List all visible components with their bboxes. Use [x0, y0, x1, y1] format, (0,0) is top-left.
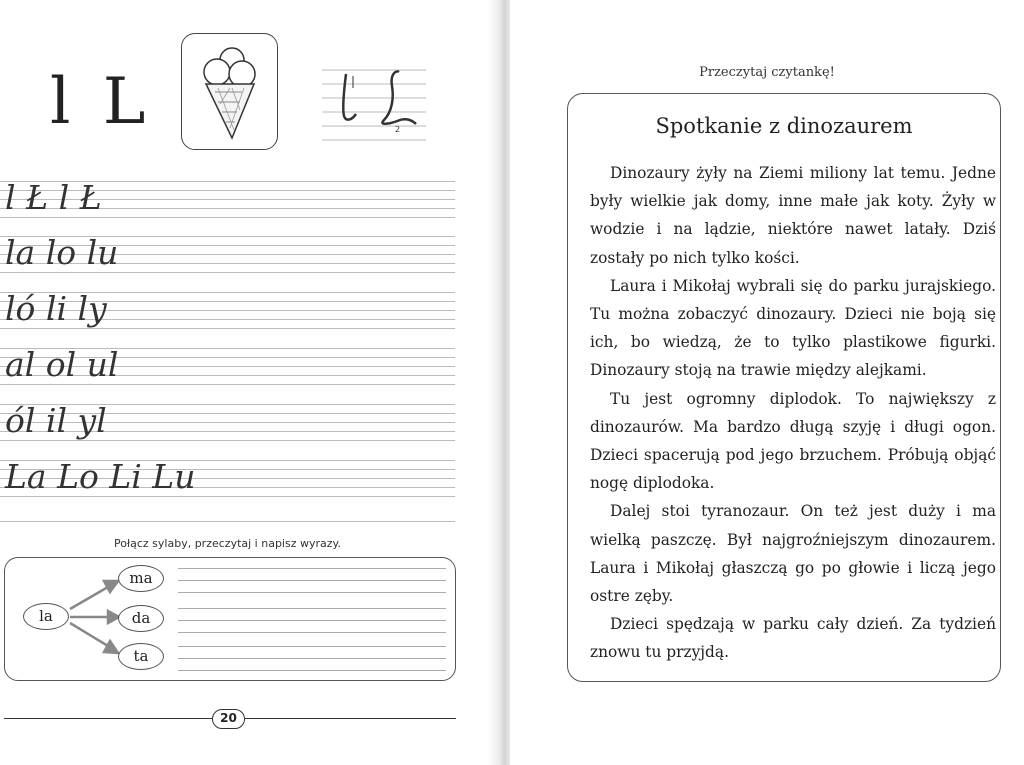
- writing-row-text: al ol ul: [5, 345, 119, 384]
- footer-line-left: [4, 718, 212, 719]
- story-paragraph: Dalej stoi tyranozaur. On też jest duży i ma wielką paszczę. Był najgroźniejszym dinozaurem. Laura i Mikołaj głaszczą go po głowie i liczą jego ostre zęby.: [590, 502, 996, 606]
- writing-line: [178, 592, 446, 593]
- writing-row-3: [0, 289, 455, 329]
- syllable-ta: ta: [118, 643, 164, 670]
- story-paragraph: Dzieci spędzają w parku cały dzień. Za tydzień znowu tu przyjdą.: [590, 615, 996, 662]
- syllable-instruction: Połącz sylaby, przeczytaj i napisz wyrazy.: [114, 537, 341, 550]
- writing-row-text: l Ł l Ł: [5, 178, 102, 217]
- writing-row-4: [0, 345, 455, 385]
- story-paragraph: Laura i Mikołaj wybrali się do parku jurajskiego. Tu można zobaczyć dinozaury. Dzieci nie boją się ich, bo wiedzą, że to tylko plastikowe figurki. Dinozaury stoją na trawie między alejkami.: [590, 276, 996, 380]
- syllable-da: da: [118, 605, 164, 632]
- divider: [0, 521, 455, 522]
- ice-cream-picture-box: [181, 33, 278, 150]
- story-text: [590, 159, 996, 667]
- page-number: 20: [212, 709, 245, 729]
- writing-line: [178, 646, 446, 647]
- writing-line: [178, 620, 446, 621]
- writing-row-5: [0, 401, 455, 441]
- letter-stroke-guide: [320, 62, 430, 146]
- svg-text:2: 2: [395, 125, 401, 134]
- left-page: [0, 0, 500, 765]
- writing-line: [178, 580, 446, 581]
- writing-row-2: [0, 233, 455, 273]
- story-paragraph: Dinozaury żyły na Ziemi miliony lat temu. Jedne były wielkie jak domy, inne małe jak koty. Żyły w wodzie i na lądzie, niektóre nawet latały. Dziś zostały po nich tylko kości.: [590, 164, 996, 267]
- syllable-ma: ma: [118, 565, 164, 592]
- writing-row-text: ló li ly: [5, 289, 107, 328]
- syllable-la: la: [23, 603, 69, 630]
- big-letters: l L: [50, 65, 152, 139]
- writing-row-text: la lo lu: [5, 233, 119, 272]
- reading-instruction: Przeczytaj czytankę!: [699, 65, 835, 80]
- right-page: [510, 0, 1024, 765]
- writing-line: [178, 632, 446, 633]
- story-paragraph: Tu jest ogromny diplodok. To największy z dinozaurów. Ma bardzo długą szyję i długi ogon. Dzieci spacerują pod jego brzuchem. Próbują objąć nogę diplodoka.: [590, 389, 996, 493]
- writing-line: [178, 568, 446, 569]
- footer-line-right: [245, 718, 456, 719]
- ice-cream-icon: [182, 34, 276, 148]
- writing-row-1: [0, 178, 455, 218]
- writing-row-text: La Lo Li Lu: [5, 457, 196, 496]
- writing-line: [178, 608, 446, 609]
- writing-line: [178, 658, 446, 659]
- writing-row-6: [0, 457, 455, 497]
- story-title: Spotkanie z dinozaurem: [655, 114, 913, 138]
- writing-line: [178, 670, 446, 671]
- writing-row-text: ól il yl: [5, 401, 107, 440]
